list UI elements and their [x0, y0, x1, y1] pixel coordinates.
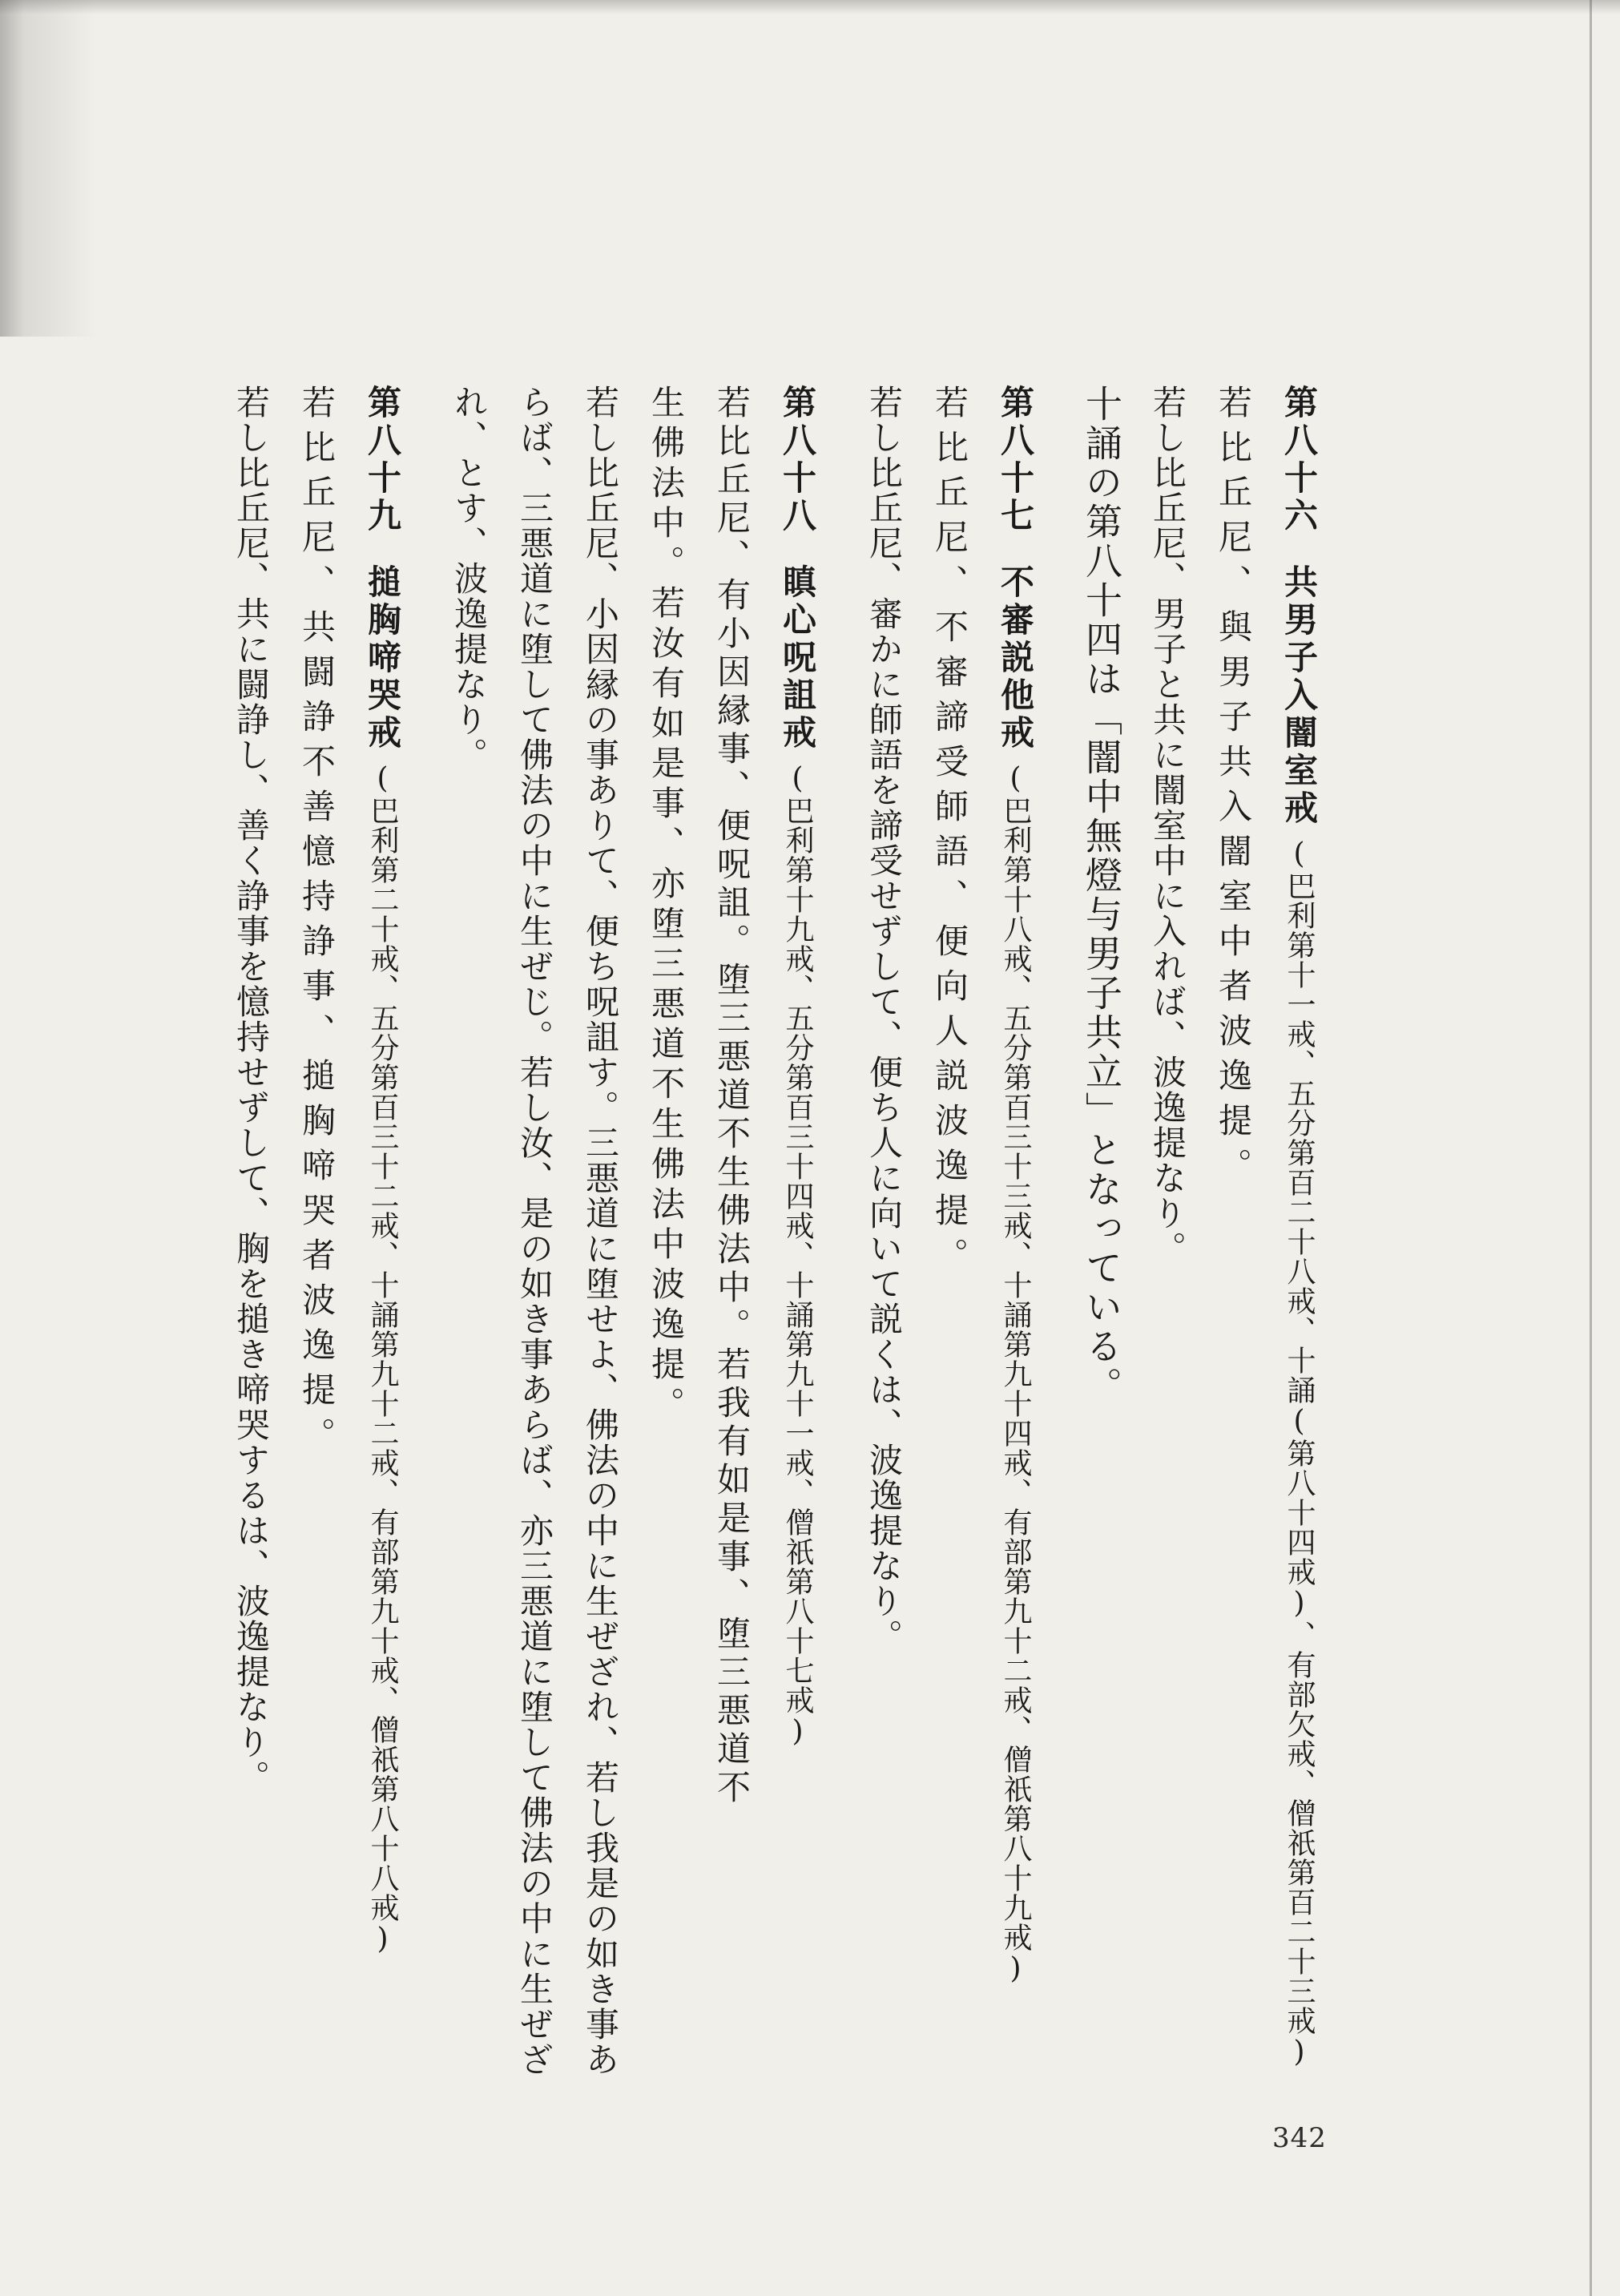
section-88-translation-line-2: らば、三悪道に堕して佛法の中に生ぜじ。若し汝、是の如き事あらば、亦三悪道に堕して佛法の中に生ぜざ — [515, 385, 554, 2077]
section-86-note: 十誦の第八十四は「闇中無燈与男子共立」となっている。 — [1080, 385, 1123, 1406]
section-86-title: 共男子入闇室戒 — [1279, 564, 1319, 828]
section-89-number: 第八十九 — [363, 385, 402, 535]
section-86-translation: 若し比丘尼、男子と共に闇室中に入れば、波逸提なり。 — [1148, 385, 1187, 1266]
section-88-number: 第八十八 — [778, 385, 817, 535]
section-87-kanbun: 若比丘尼、不審諦受師語、便向人説波逸提。 — [930, 385, 969, 1282]
section-88-heading — [764, 385, 830, 2084]
section-86-number: 第八十六 — [1279, 385, 1319, 535]
vertical-text-column — [218, 385, 1332, 2084]
section-88-kanbun-line-1: 若比丘尼、有小因縁事、便呪詛。堕三悪道不生佛法中。若我有如是事、堕三悪道不 — [712, 385, 752, 1808]
section-86-kanbun: 若比丘尼、與男子共入闇室中者波逸提。 — [1214, 385, 1253, 1192]
section-88-translation-line-3: れ、とす、波逸提なり。 — [449, 385, 489, 773]
page-edge-line — [1590, 0, 1592, 2296]
section-87-reference: (巴利第十八戒、五分第百三十三戒、十誦第九十四戒、有部第九十二戒、僧祇第八十九戒) — [999, 762, 1032, 1986]
section-89-reference: (巴利第二十戒、五分第百三十二戒、十誦第九十二戒、有部第九十戒、僧祇第八十八戒) — [366, 762, 399, 1956]
section-88-translation-line-1: 若し比丘尼、小因縁の事ありて、便ち呪詛す。三悪道に堕せよ、佛法の中に生ぜざれ、若し我是の如き事あ — [581, 385, 620, 2077]
scanner-shadow — [0, 0, 96, 337]
section-88-reference: (巴利第十九戒、五分第百三十四戒、十誦第九十一戒、僧祇第八十七戒) — [781, 762, 814, 1749]
section-86-reference: (巴利第十一戒、五分第百二十八戒、十誦(第八十四戒)、有部欠戒、僧祇第百二十三戒) — [1283, 837, 1316, 2069]
section-89-heading — [349, 385, 415, 2084]
section-89-title: 搥胸啼哭戒 — [363, 564, 402, 753]
section-gap — [1048, 385, 1069, 2084]
section-87-translation: 若し比丘尼、審かに師語を諦受せずして、便ち人に向いて説くは、波逸提なり。 — [864, 385, 904, 1654]
section-89-kanbun: 若比丘尼、共闘諍不善憶持諍事、搥胸啼哭者波逸提。 — [297, 385, 336, 1462]
section-gap — [415, 385, 436, 2084]
section-87-heading — [982, 385, 1048, 2084]
section-89-translation: 若し比丘尼、共に闘諍し、善く諍事を憶持せずして、胸を搥き啼哭するは、波逸提なり。 — [232, 385, 271, 1795]
scanner-top-shadow — [0, 0, 1620, 14]
page-number: 342 — [1272, 2122, 1327, 2154]
section-86-heading — [1266, 385, 1332, 2084]
section-88-title: 瞋心呪詛戒 — [778, 564, 817, 753]
section-87-number: 第八十七 — [996, 385, 1035, 535]
section-88-kanbun-line-2: 生佛法中。若汝有如是事、亦堕三悪道不生佛法中波逸提。 — [647, 385, 686, 1426]
section-gap — [830, 385, 851, 2084]
section-87-title: 不審説他戒 — [996, 564, 1035, 753]
